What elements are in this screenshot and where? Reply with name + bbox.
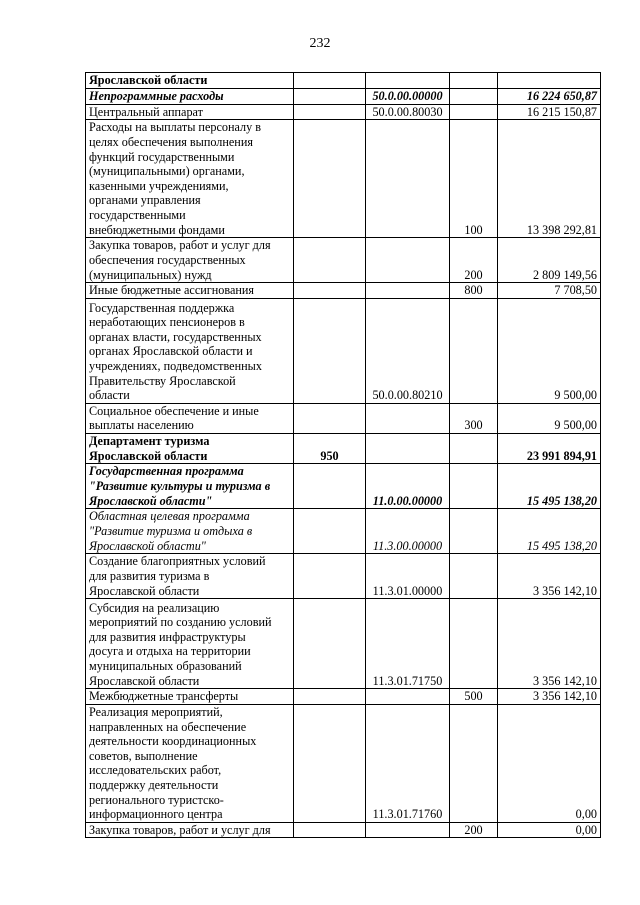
table-row	[86, 433, 601, 463]
amount-cell: 15 495 138,20	[498, 509, 601, 554]
amount-cell: 3 356 142,10	[498, 599, 601, 689]
row-description	[86, 554, 294, 599]
target-code-cell: 50.0.00.00000	[366, 89, 450, 105]
table-row	[86, 120, 601, 238]
org-code-cell	[294, 283, 366, 299]
description-line: Правительству Ярославской	[89, 373, 236, 388]
description-line: для развития туризма в	[89, 568, 210, 583]
row-description	[86, 433, 294, 463]
expense-type-cell: 300	[450, 403, 498, 433]
row-description	[86, 120, 294, 238]
description-line: органами управления	[89, 193, 201, 208]
table-row	[86, 283, 601, 299]
description-line: области	[89, 388, 130, 403]
amount-cell: 0,00	[498, 704, 601, 822]
description-line: советов, выполнение	[89, 748, 198, 763]
expense-type-cell	[450, 73, 498, 89]
row-description	[86, 464, 294, 509]
org-code-cell	[294, 509, 366, 554]
target-code-cell	[366, 403, 450, 433]
budget-table	[85, 72, 601, 838]
description-line: органах Ярославской области и	[89, 344, 253, 359]
description-line: Закупка товаров, работ и услуг для	[89, 238, 271, 253]
org-code-cell	[294, 298, 366, 403]
org-code-cell	[294, 73, 366, 89]
target-code-cell: 11.3.01.00000	[366, 554, 450, 599]
expense-type-cell: 100	[450, 120, 498, 238]
expense-type-cell	[450, 298, 498, 403]
expense-type-cell	[450, 464, 498, 509]
expense-type-cell	[450, 554, 498, 599]
description-line: Закупка товаров, работ и услуг для	[89, 822, 271, 837]
target-code-cell	[366, 238, 450, 283]
amount-cell: 9 500,00	[498, 403, 601, 433]
target-code-cell: 50.0.00.80030	[366, 104, 450, 120]
org-code-cell	[294, 89, 366, 105]
description-line: Ярославской области"	[89, 493, 213, 508]
target-code-cell	[366, 120, 450, 238]
org-code-cell	[294, 599, 366, 689]
expense-type-cell	[450, 89, 498, 105]
amount-cell: 2 809 149,56	[498, 238, 601, 283]
table-row	[86, 73, 601, 89]
description-line: Субсидия на реализацию	[89, 600, 220, 615]
description-line: органах власти, государственных	[89, 329, 262, 344]
description-line: поддержку деятельности	[89, 777, 219, 792]
org-code-cell	[294, 403, 366, 433]
expense-type-cell	[450, 599, 498, 689]
description-line: Расходы на выплаты персоналу в	[89, 120, 261, 135]
table-row	[86, 704, 601, 822]
org-code-cell	[294, 238, 366, 283]
description-line: Социальное обеспечение и иные	[89, 403, 259, 418]
description-line: Государственная поддержка	[89, 300, 235, 315]
description-line: для развития инфраструктуры	[89, 629, 246, 644]
row-description	[86, 689, 294, 705]
description-line: внебюджетными фондами	[89, 222, 225, 237]
table-row	[86, 89, 601, 105]
description-line: Ярославской области"	[89, 538, 206, 553]
description-line: досуга и отдыха на территории	[89, 644, 251, 659]
row-description	[86, 599, 294, 689]
row-description	[86, 298, 294, 403]
description-line: Областная целевая программа	[89, 509, 250, 524]
org-code-cell	[294, 120, 366, 238]
description-line: Государственная программа	[89, 464, 244, 479]
description-line: (муниципальными) органами,	[89, 164, 245, 179]
org-code-cell	[294, 822, 366, 838]
row-description	[86, 73, 294, 89]
description-line: обеспечения государственных	[89, 253, 246, 267]
row-description	[86, 283, 294, 299]
amount-cell: 16 215 150,87	[498, 104, 601, 120]
description-line: Создание благоприятных условий	[89, 554, 266, 569]
row-description	[86, 403, 294, 433]
description-line: "Развитие культуры и туризма в	[89, 478, 271, 493]
amount-cell	[498, 73, 601, 89]
budget-table-body	[86, 73, 601, 838]
target-code-cell: 11.3.01.71750	[366, 599, 450, 689]
description-line: Ярославской области	[89, 583, 200, 598]
description-line: функций государственными	[89, 149, 235, 164]
target-code-cell: 11.3.00.00000	[366, 509, 450, 554]
table-row	[86, 464, 601, 509]
org-code-cell	[294, 704, 366, 822]
amount-cell: 0,00	[498, 822, 601, 838]
row-description	[86, 89, 294, 105]
table-row	[86, 554, 601, 599]
target-code-cell	[366, 822, 450, 838]
expense-type-cell: 200	[450, 238, 498, 283]
target-code-cell	[366, 433, 450, 463]
description-line: Межбюджетные трансферты	[89, 689, 239, 704]
expense-type-cell: 800	[450, 283, 498, 299]
description-line: "Развитие туризма и отдыха в	[89, 523, 253, 538]
row-description	[86, 104, 294, 120]
description-line: исследовательских работ,	[89, 763, 222, 778]
amount-cell: 3 356 142,10	[498, 554, 601, 599]
description-line: деятельности координационных	[89, 734, 257, 749]
table-row	[86, 599, 601, 689]
description-line: Ярославской области	[89, 73, 208, 88]
page-number: 232	[309, 36, 331, 51]
org-code-cell	[294, 689, 366, 705]
table-row	[86, 238, 601, 283]
expense-type-cell: 500	[450, 689, 498, 705]
amount-cell: 16 224 650,87	[498, 89, 601, 105]
description-line: Непрограммные расходы	[89, 89, 224, 103]
table-row	[86, 298, 601, 403]
target-code-cell: 11.0.00.00000	[366, 464, 450, 509]
description-line: муниципальных образований	[89, 658, 242, 673]
row-description	[86, 822, 294, 838]
amount-cell: 23 991 894,91	[498, 433, 601, 463]
description-line: казенными учреждениями,	[89, 178, 229, 193]
row-description	[86, 509, 294, 554]
expense-type-cell	[450, 104, 498, 120]
amount-cell: 3 356 142,10	[498, 689, 601, 705]
amount-cell: 15 495 138,20	[498, 464, 601, 509]
target-code-cell: 11.3.01.71760	[366, 704, 450, 822]
table-row	[86, 689, 601, 705]
org-code-cell: 950	[294, 433, 366, 463]
row-description	[86, 238, 294, 283]
description-line: направленных на обеспечение	[89, 719, 247, 734]
table-row	[86, 403, 601, 433]
amount-cell: 13 398 292,81	[498, 120, 601, 238]
expense-type-cell	[450, 433, 498, 463]
table-row	[86, 509, 601, 554]
amount-cell: 7 708,50	[498, 283, 601, 299]
description-line: выплаты населению	[89, 418, 194, 433]
description-line: неработающих пенсионеров в	[89, 315, 245, 330]
description-line: информационного центра	[89, 807, 223, 822]
description-line: государственными	[89, 208, 186, 222]
description-line: регионального туристско-	[89, 792, 224, 807]
description-line: Ярославской области	[89, 448, 208, 463]
expense-type-cell	[450, 509, 498, 554]
description-line: Центральный аппарат	[89, 104, 203, 119]
description-line: учреждениях, подведомственных	[89, 359, 262, 373]
table-row	[86, 104, 601, 120]
description-line: Ярославской области	[89, 673, 200, 688]
target-code-cell	[366, 73, 450, 89]
table-row	[86, 822, 601, 838]
expense-type-cell: 200	[450, 822, 498, 838]
description-line: Департамент туризма	[89, 433, 210, 448]
expense-type-cell	[450, 704, 498, 822]
amount-cell: 9 500,00	[498, 298, 601, 403]
target-code-cell	[366, 689, 450, 705]
org-code-cell	[294, 554, 366, 599]
description-line: Реализация мероприятий,	[89, 705, 223, 719]
description-line: Иные бюджетные ассигнования	[89, 283, 255, 298]
org-code-cell	[294, 104, 366, 120]
target-code-cell: 50.0.00.80210	[366, 298, 450, 403]
description-line: целях обеспечения выполнения	[89, 135, 253, 150]
row-description	[86, 704, 294, 822]
target-code-cell	[366, 283, 450, 299]
description-line: (муниципальных) нужд	[89, 267, 212, 282]
description-line: мероприятий по созданию условий	[89, 615, 272, 630]
org-code-cell	[294, 464, 366, 509]
